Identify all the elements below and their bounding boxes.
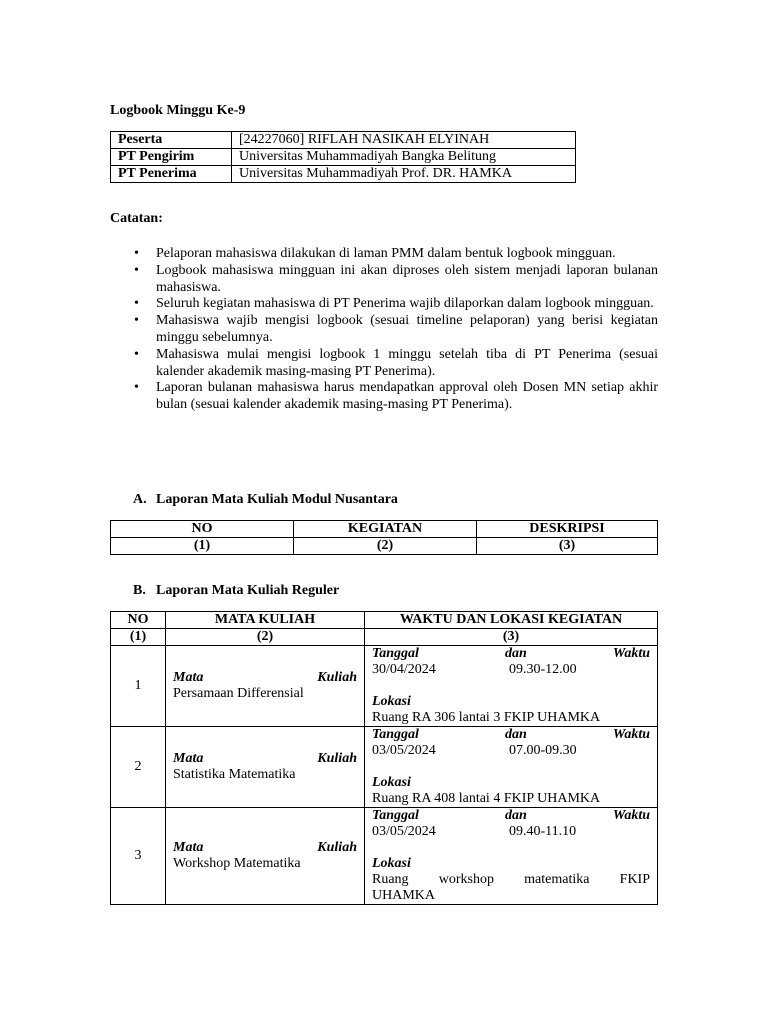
table-cell: (3) xyxy=(477,538,658,555)
notes-list xyxy=(110,246,658,414)
activity-location: Ruang RA 306 lantai 3 FKIP UHAMKA xyxy=(372,710,601,725)
section-title: Laporan Mata Kuliah Modul Nusantara xyxy=(156,492,398,507)
waktu-label: Waktu xyxy=(612,646,650,661)
info-label: Peserta xyxy=(111,132,232,149)
column-header: DESKRIPSI xyxy=(477,521,658,538)
list-item: • Laporan bulanan mahasiswa harus mendapatkan approval oleh Dosen MN setiap akhir bulan (sesuai kalender akademik masing-masing PT Penerima). xyxy=(156,380,658,414)
table-cell: (1) xyxy=(111,629,166,646)
list-item: • Seluruh kegiatan mahasiswa di PT Penerima wajib dilaporkan dalam logbook mingguan. xyxy=(156,296,658,313)
info-value: Universitas Muhammadiyah Prof. DR. HAMKA xyxy=(232,166,576,183)
participant-info-table xyxy=(110,131,576,183)
dan-label: dan xyxy=(505,727,527,742)
table-row xyxy=(111,132,576,149)
column-header: KEGIATAN xyxy=(294,521,477,538)
table-row xyxy=(111,727,658,808)
section-letter: A. xyxy=(133,492,147,507)
schedule-cell xyxy=(365,646,658,727)
info-value: [24227060] RIFLAH NASIKAH ELYINAH xyxy=(232,132,576,149)
activity-time: 09.40-11.10 xyxy=(509,824,577,839)
waktu-label: Waktu xyxy=(612,727,650,742)
column-header: WAKTU DAN LOKASI KEGIATAN xyxy=(365,612,658,629)
tanggal-label: Tanggal xyxy=(372,808,419,823)
table-row xyxy=(111,538,658,555)
info-value: Universitas Muhammadiyah Bangka Belitung xyxy=(232,149,576,166)
kuliah-label: Kuliah xyxy=(317,840,357,855)
activity-date: 03/05/2024 xyxy=(372,743,436,758)
info-label: PT Penerima xyxy=(111,166,232,183)
kuliah-label: Kuliah xyxy=(317,751,357,766)
table-row xyxy=(111,166,576,183)
table-cell: (1) xyxy=(111,538,294,555)
course-cell xyxy=(166,727,365,808)
row-number: 2 xyxy=(111,727,166,808)
list-item: • Pelaporan mahasiswa dilakukan di laman PMM dalam bentuk logbook mingguan. xyxy=(156,246,658,263)
course-name: Workshop Matematika xyxy=(173,856,301,871)
mata-label: Mata xyxy=(173,751,204,766)
waktu-label: Waktu xyxy=(612,808,650,823)
activity-location: Ruang workshop matematika FKIP xyxy=(372,872,650,887)
activity-location-continued: UHAMKA xyxy=(372,888,435,903)
table-header-row xyxy=(111,612,658,629)
lokasi-label: Lokasi xyxy=(372,856,411,871)
activity-date: 30/04/2024 xyxy=(372,662,436,677)
reguler-course-table xyxy=(110,611,658,905)
table-row xyxy=(111,808,658,905)
lokasi-label: Lokasi xyxy=(372,775,411,790)
activity-time: 09.30-12.00 xyxy=(509,662,577,677)
course-cell xyxy=(166,808,365,905)
list-item: • Mahasiswa wajib mengisi logbook (sesuai timeline pelaporan) yang berisi kegiatan minggu sebelumnya. xyxy=(156,313,658,347)
section-a-heading xyxy=(133,492,398,508)
modul-nusantara-table xyxy=(110,520,658,555)
mata-label: Mata xyxy=(173,840,204,855)
kuliah-label: Kuliah xyxy=(317,670,357,685)
course-cell xyxy=(166,646,365,727)
list-item: • Logbook mahasiswa mingguan ini akan diproses oleh sistem menjadi laporan bulanan mahasiswa. xyxy=(156,263,658,297)
tanggal-label: Tanggal xyxy=(372,646,419,661)
dan-label: dan xyxy=(505,808,527,823)
column-header: NO xyxy=(111,612,166,629)
table-row xyxy=(111,646,658,727)
table-cell: (3) xyxy=(365,629,658,646)
table-cell: (2) xyxy=(166,629,365,646)
activity-time: 07.00-09.30 xyxy=(509,743,577,758)
schedule-cell xyxy=(365,727,658,808)
dan-label: dan xyxy=(505,646,527,661)
course-name: Statistika Matematika xyxy=(173,767,296,782)
column-header: MATA KULIAH xyxy=(166,612,365,629)
table-row xyxy=(111,629,658,646)
column-header: NO xyxy=(111,521,294,538)
activity-date: 03/05/2024 xyxy=(372,824,436,839)
section-title: Laporan Mata Kuliah Reguler xyxy=(156,583,340,598)
activity-location: Ruang RA 408 lantai 4 FKIP UHAMKA xyxy=(372,791,601,806)
page-title: Logbook Minggu Ke-9 xyxy=(110,103,246,118)
section-letter: B. xyxy=(133,583,146,598)
mata-label: Mata xyxy=(173,670,204,685)
notes-heading: Catatan: xyxy=(110,211,163,226)
course-name: Persamaan Differensial xyxy=(173,686,304,701)
section-b-heading xyxy=(133,583,339,599)
tanggal-label: Tanggal xyxy=(372,727,419,742)
lokasi-label: Lokasi xyxy=(372,694,411,709)
table-header-row xyxy=(111,521,658,538)
table-cell: (2) xyxy=(294,538,477,555)
row-number: 1 xyxy=(111,646,166,727)
table-row xyxy=(111,149,576,166)
row-number: 3 xyxy=(111,808,166,905)
schedule-cell xyxy=(365,808,658,905)
list-item: • Mahasiswa mulai mengisi logbook 1 minggu setelah tiba di PT Penerima (sesuai kalender akademik masing-masing PT Penerima). xyxy=(156,347,658,381)
info-label: PT Pengirim xyxy=(111,149,232,166)
